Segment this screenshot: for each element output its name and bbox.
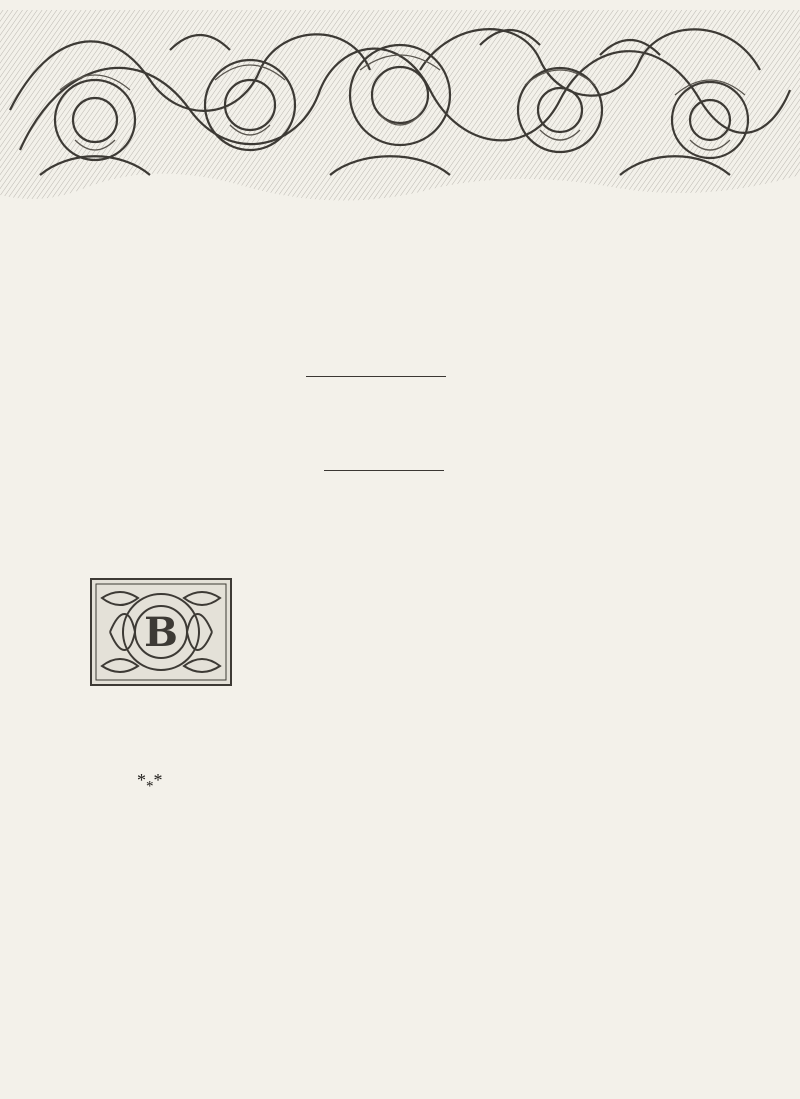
divider-rule [306, 376, 446, 377]
divider-rule [324, 470, 444, 471]
woodcut-initial-ornament [90, 578, 232, 686]
svg-text:B: B [144, 609, 178, 656]
decorative-header-banner [0, 0, 800, 215]
asterisks-ornament: $*_**$ [137, 770, 163, 795]
